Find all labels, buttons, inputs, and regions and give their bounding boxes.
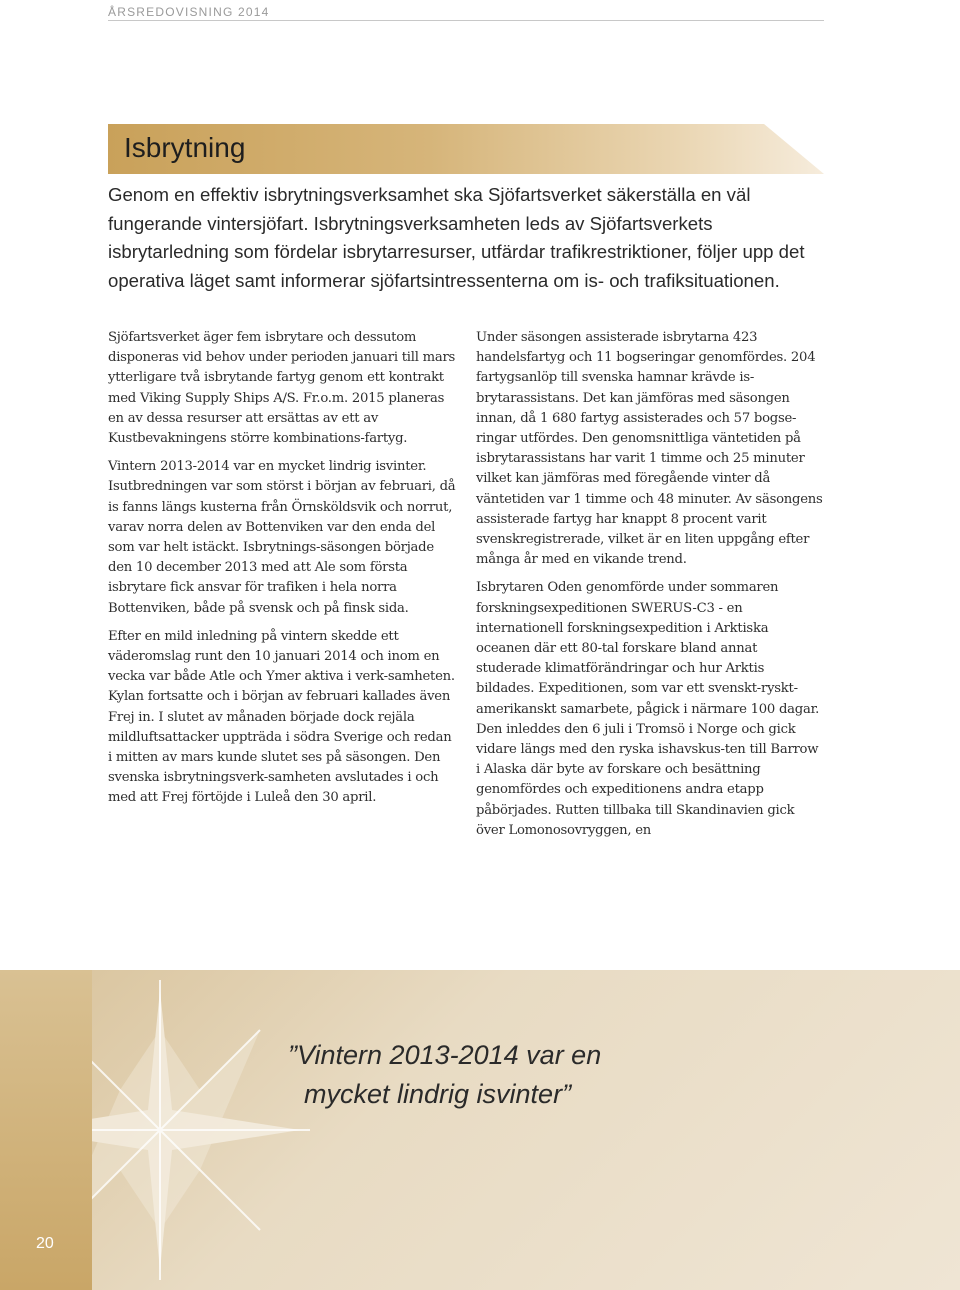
header-rule (108, 20, 824, 21)
section-title-band (108, 124, 824, 174)
right-column (476, 328, 826, 849)
running-header: ÅRSREDOVISNING 2014 (108, 5, 270, 19)
title-band-corner (764, 124, 824, 174)
left-paragraph-1: Sjöfartsverket äger fem isbrytare och dessutom disponeras vid behov under perioden januari till mars ytterligare två isbrytande fartyg genom ett kontrakt med Viking Supply Ships A/S. Fr.o.m. 2015 planeras en av dessa resurser att ersättas av ett av Kustbevakningens större kombinations-fartyg. (108, 330, 456, 447)
lead-paragraph: Genom en effektiv isbrytningsverksamhet ska Sjöfartsverket säkerställa en väl fungerande vintersjöfart. Isbrytningsverksamheten leds av Sjöfartsverkets isbrytarledning som fördelar isbrytarresurser, utfärdar trafikrestriktioner, följer upp det operativa läget samt informerar sjöfartsintressenterna om is- och trafiksituationen. (108, 184, 805, 291)
left-column (108, 328, 458, 817)
left-paragraph-2: Vintern 2013-2014 var en mycket lindrig isvinter. Isutbredningen var som störst i början av februari, då is fanns längs kusterna från Örnsköldsvik och norrut, varav norra delen av Bottenviken var den enda del som var helt istäckt. Isbrytnings-säsongen började den 10 december 2013 med att Ale som första isbrytare fick ansvar för trafiken i hela norra Bottenviken, både på svensk och på finsk sida. (108, 459, 456, 616)
right-paragraph-2: Isbrytaren Oden genomförde under sommaren forskningsexpeditionen SWERUS-C3 - en internationell forskningsexpedition i Arktiska oceanen där ett 80-tal forskare bland annat studerade klimatförändringar och hur Arktis bildades. Expeditionen, som var ett svenskt-ryskt-amerikanskt samarbete, pågick i närmare 100 dagar. Den inleddes den 6 juli i Tromsö i Norge och gick vidare längs med den ryska ishavskus-ten till Barrow i Alaska där byte av forskare och besättning genomfördes och expeditionens andra etapp påbörjades. Rutten tillbaka till Skandinavien gick över Lomonosovryggen, en (476, 580, 820, 838)
pull-quote-line-1: ”Vintern 2013-2014 var en (288, 1040, 602, 1070)
pull-quote (288, 1036, 808, 1114)
left-paragraph-3: Efter en mild inledning på vintern skedde ett väderomslag runt den 10 januari 2014 och inom en vecka var både Atle och Ymer aktiva i verk-samheten. Kylan fortsatte och i början av februari kallades även Frej in. I slutet av månaden började dock rejäla mildluftsattacker uppträda i södra Sverige och redan i mitten av mars kunde slutet ses på säsongen. Den svenska isbrytningsverk-samheten avslutades i och med att Frej förtöjde i Luleå den 30 april. (108, 628, 455, 806)
section-title: Isbrytning (124, 132, 246, 163)
pull-quote-line-2: mycket lindrig isvinter” (304, 1079, 572, 1109)
right-paragraph-1: Under säsongen assisterade isbrytarna 423 handelsfartyg och 11 bogseringar genomfördes. 204 fartygsanlöp till svenska hamnar krävde is-brytarassistans. Det kan jämföras med säsongen innan, då 1 680 fartyg assisterades och 57 bogse-ringar utfördes. Den genomsnittliga väntetiden på isbrytarassistans har varit 1 timme och 25 minuter vilket kan jämföras med föregående vinter då väntetiden var 1 timme och 48 minuter. Av säsongens assisterade fartyg har knappt 8 procent varit svenskregistrerade, vilket är en liten uppgång efter många år med en vikande trend. (476, 330, 823, 568)
pull-quote-band (0, 970, 960, 1290)
page-number: 20 (36, 1235, 54, 1252)
